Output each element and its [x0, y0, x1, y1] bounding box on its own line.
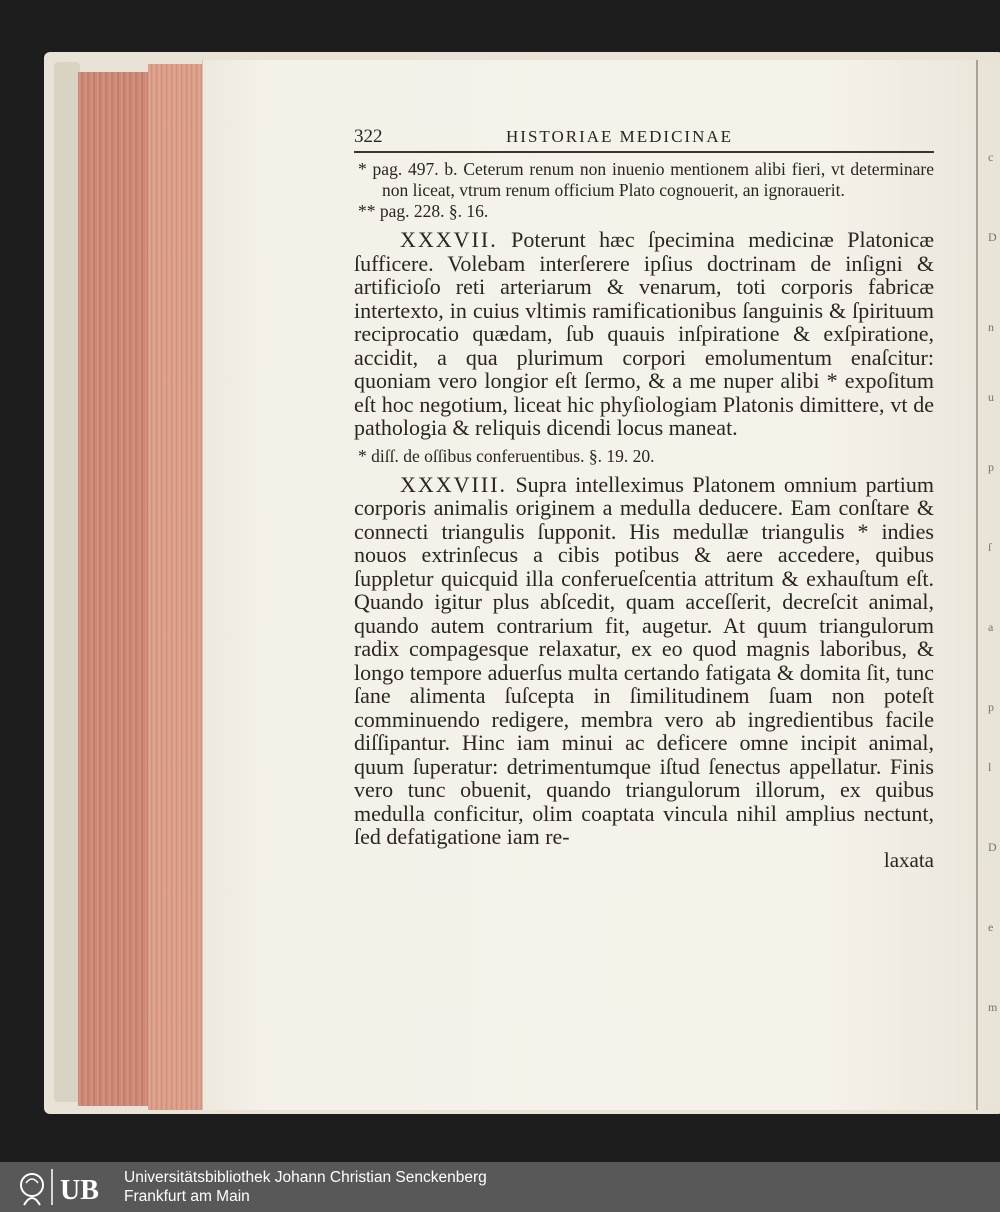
library-footer — [0, 1162, 1000, 1212]
institution-name — [124, 1168, 487, 1206]
catchword: laxata — [883, 847, 934, 872]
section-38-numeral: XXXVIII. — [400, 471, 508, 497]
page-number: 322 — [354, 126, 383, 147]
footnote-3: * diſſ. de oſſibus conferuentibus. §. 19. 20. — [358, 445, 655, 466]
section-38-text: Supra intelleximus Platonem omnium partium corporis animalis originem a medulla deducere. Eam conſtare & connecti triangulis ſupponit. His medullæ triangulis * indies nouos extrinſecus a cibis potibus & aere accedere, quibus ſuppletur quicquid illa conferueſcentia attritum & exhauſtum eſt. Quando igitur plus abſcedit, quam acceſſerit, decreſcit animal, quando autem contrarium fit, augetur. At quum triangulorum radix compagesque relaxatur, ex eo quod magnis laboribus, & longo tempore aduerſus multa certando fatigata & domita ſit, tunc ſane alimenta ſuſcepta in ſimilitudinem ſuam non poteſt comminuendo redigere, membra vero ab ingredientibus facile diſſipantur. Hinc iam minui ac deficere omne incipit animal, quum ſuperatur: detrimentumque iſtud ſenectus appellatur. Finis vero tunc obuenit, quando triangulorum illorum, ex quibus medulla conficitur, olim coaptata vincula nihil amplius nectunt, ſed defatigatione iam re- — [354, 471, 934, 849]
running-head: HISTORIAE MEDICINAE — [506, 127, 734, 146]
section-37-paragraph — [354, 228, 934, 440]
page-header — [354, 123, 934, 153]
footnote-2: ** pag. 228. §. 16. — [358, 201, 489, 221]
page-fore-edge-inner — [148, 64, 204, 1110]
page-fore-edge — [78, 72, 148, 1106]
section-37-text: Poterunt hæc ſpecimina medicinæ Platonicæ ſufficere. Volebam interſerere ipſius doctrinam de inſigni & artificioſo reti arteriarum & venarum, toti corporis fabricæ intertexto, in cuius vltimis ramificationibus ſanguinis & ſpirituum reciprocatio quædam, ſub quauis inſpiratione & exſpiratione, accidit, a qua plurimum corpori emolumentum enaſcitur: quoniam vero longior eſt ſermo, & a me nuper alibi * expoſitum eſt hoc negotium, liceat hic phyſiologiam Platonis dimittere, vt de pathologia & reliquis dicendi locus maneat. — [354, 227, 934, 440]
section-38-paragraph — [354, 473, 934, 849]
institution-line-1: Universitätsbibliothek Johann Christian Senckenberg — [124, 1169, 487, 1186]
page-text — [354, 123, 934, 871]
library-logo-icon — [2, 1165, 116, 1209]
institution-line-2: Frankfurt am Main — [124, 1188, 250, 1205]
book-cover-edge — [54, 62, 80, 1102]
logo-text: UB — [60, 1175, 99, 1206]
facing-page-edge: c D n u p ſ a p l D e m — [976, 60, 1000, 1110]
section-37-numeral: XXXVII. — [400, 227, 498, 252]
footnote-1: * pag. 497. b. Ceterum renum non inuenio mentionem alibi fieri, vt determinare non liceat, vtrum renum officium Plato cognouerit, an ignorauerit. — [358, 159, 934, 200]
